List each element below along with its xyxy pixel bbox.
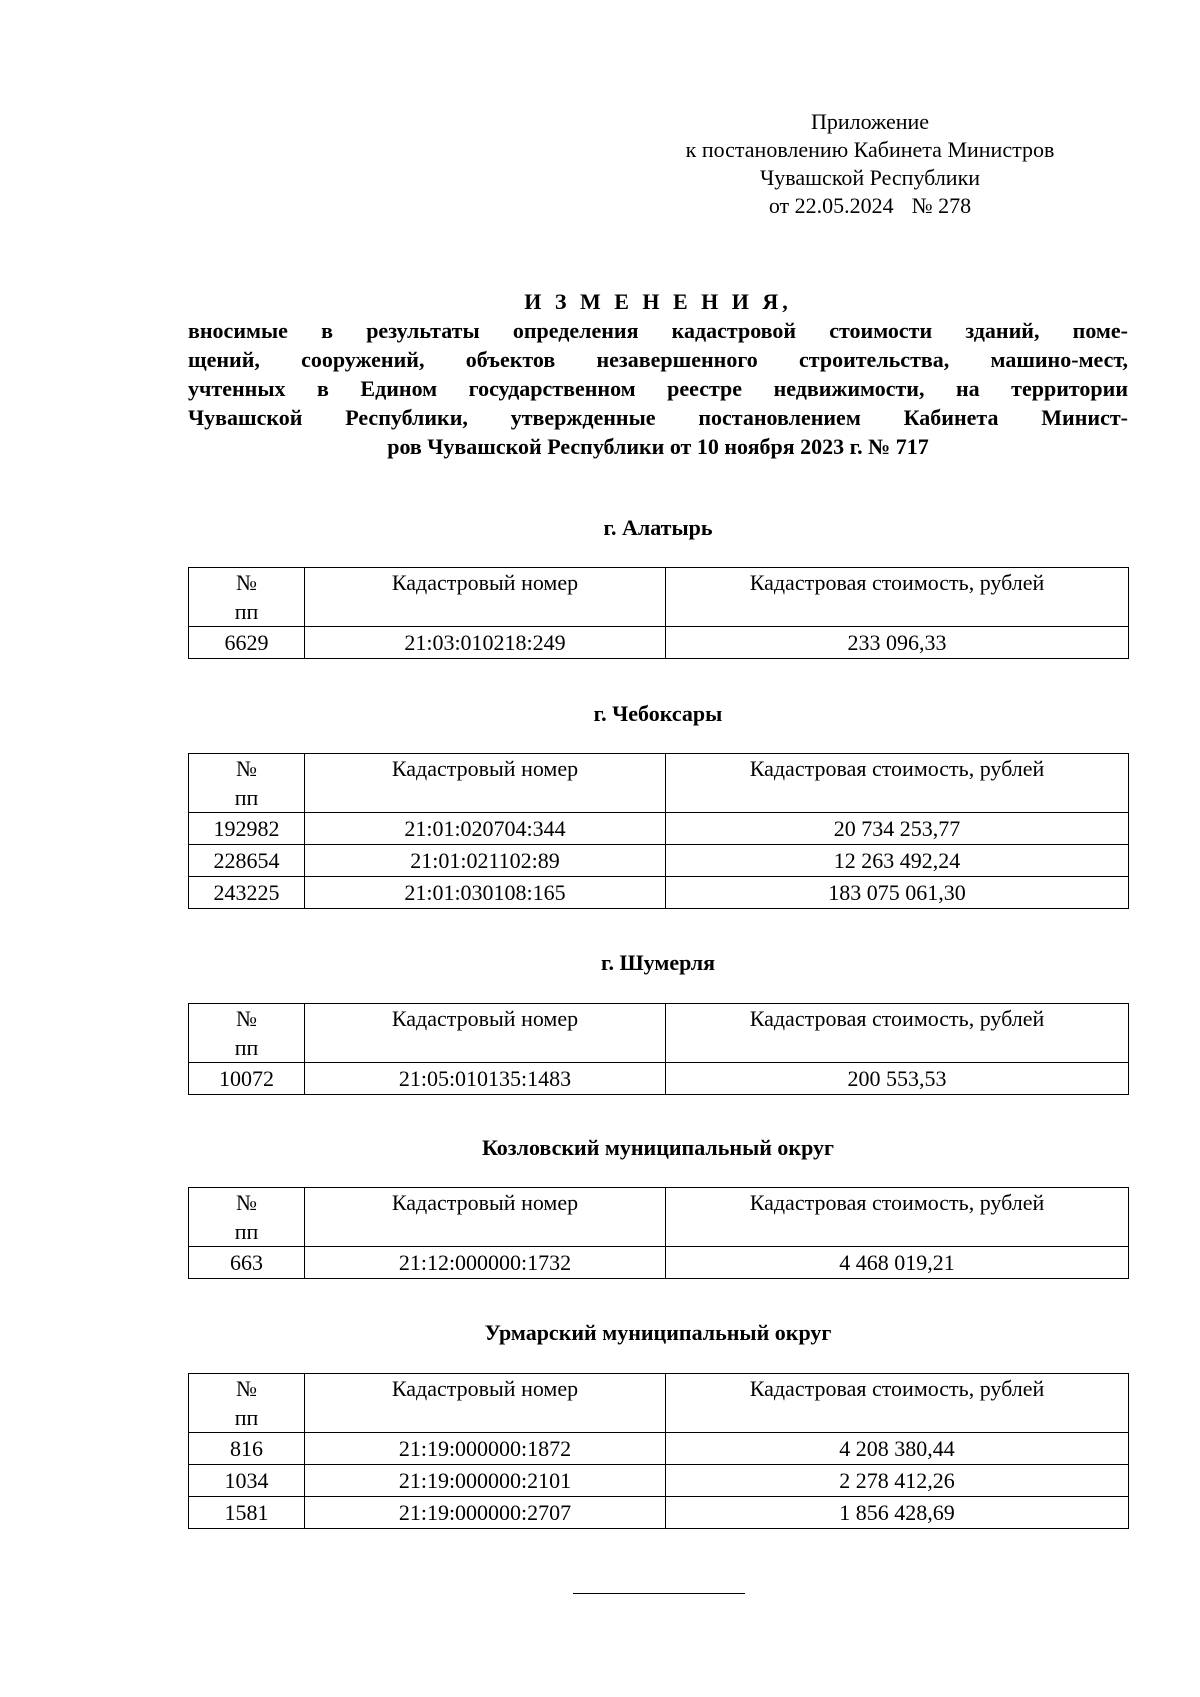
row-value: 233 096,33 — [666, 627, 1129, 659]
row-num: 663 — [189, 1247, 305, 1279]
title-line: ров Чувашской Республики от 10 ноября 2023 г. № 717 — [387, 434, 929, 459]
closing-rule-divider — [573, 1593, 745, 1594]
table-row — [189, 845, 1129, 877]
table-header-row — [189, 1374, 1129, 1433]
cadastral-table — [188, 753, 1129, 909]
row-value: 2 278 412,26 — [666, 1465, 1129, 1497]
row-value: 183 075 061,30 — [666, 877, 1129, 909]
table-row — [189, 1063, 1129, 1095]
row-num: 1034 — [189, 1465, 305, 1497]
row-value: 12 263 492,24 — [666, 845, 1129, 877]
header-num: № пп — [189, 1004, 305, 1063]
table-header-row — [189, 1188, 1129, 1247]
appendix-block — [600, 108, 1140, 220]
table-row — [189, 1433, 1129, 1465]
row-num: 10072 — [189, 1063, 305, 1095]
header-num: № пп — [189, 1374, 305, 1433]
table-header-row — [189, 1004, 1129, 1063]
row-num: 816 — [189, 1433, 305, 1465]
header-num: № пп — [189, 568, 305, 627]
row-cadastral: 21:12:000000:1732 — [305, 1247, 666, 1279]
appendix-number: № 278 — [911, 193, 972, 218]
row-value: 4 208 380,44 — [666, 1433, 1129, 1465]
table-header-row — [189, 568, 1129, 627]
table-row — [189, 877, 1129, 909]
row-num: 228654 — [189, 845, 305, 877]
appendix-resolution-ref: к постановлению Кабинета Министров — [685, 137, 1055, 162]
cadastral-table — [188, 567, 1129, 659]
row-num: 192982 — [189, 813, 305, 845]
row-cadastral: 21:01:020704:344 — [305, 813, 666, 845]
row-value: 1 856 428,69 — [666, 1497, 1129, 1529]
header-cadastral: Кадастровый номер — [305, 568, 666, 627]
title-line: учтенных в Едином государственном реестре недвижимости, на территории — [188, 376, 1128, 401]
title-heading: И З М Е Н Е Н И Я, — [524, 289, 792, 314]
row-cadastral: 21:01:021102:89 — [305, 845, 666, 877]
header-value: Кадастровая стоимость, рублей — [666, 1374, 1129, 1433]
table-row — [189, 627, 1129, 659]
header-cadastral: Кадастровый номер — [305, 754, 666, 813]
row-num: 6629 — [189, 627, 305, 659]
header-num: № пп — [189, 1188, 305, 1247]
document-title — [188, 288, 1128, 461]
table-row — [189, 1247, 1129, 1279]
section-title: г. Алатырь — [603, 515, 713, 540]
row-num: 1581 — [189, 1497, 305, 1529]
cadastral-table — [188, 1187, 1129, 1279]
appendix-date: от 22.05.2024 — [768, 193, 894, 218]
header-cadastral: Кадастровый номер — [305, 1004, 666, 1063]
section-title: Урмарский муниципальный округ — [484, 1320, 832, 1345]
appendix-label: Приложение — [810, 109, 930, 134]
row-cadastral: 21:01:030108:165 — [305, 877, 666, 909]
header-cadastral: Кадастровый номер — [305, 1188, 666, 1247]
header-value: Кадастровая стоимость, рублей — [666, 754, 1129, 813]
title-line: Чувашской Республики, утвержденные постановлением Кабинета Минист- — [188, 405, 1128, 430]
row-cadastral: 21:03:010218:249 — [305, 627, 666, 659]
table-row — [189, 1465, 1129, 1497]
section-title: г. Чебоксары — [593, 701, 723, 726]
title-line: щений, сооружений, объектов незавершенного строительства, машино-мест, — [188, 347, 1128, 372]
header-value: Кадастровая стоимость, рублей — [666, 1004, 1129, 1063]
section-title: Козловский муниципальный округ — [481, 1135, 835, 1160]
row-cadastral: 21:19:000000:1872 — [305, 1433, 666, 1465]
row-value: 4 468 019,21 — [666, 1247, 1129, 1279]
row-value: 200 553,53 — [666, 1063, 1129, 1095]
table-header-row — [189, 754, 1129, 813]
table-row — [189, 813, 1129, 845]
appendix-republic: Чувашской Республики — [759, 165, 981, 190]
row-value: 20 734 253,77 — [666, 813, 1129, 845]
header-value: Кадастровая стоимость, рублей — [666, 1188, 1129, 1247]
title-line: вносимые в результаты определения кадастровой стоимости зданий, поме- — [188, 318, 1128, 343]
section-title: г. Шумерля — [600, 950, 716, 975]
cadastral-table — [188, 1373, 1129, 1529]
appendix-date-line — [600, 192, 1140, 220]
row-cadastral: 21:19:000000:2707 — [305, 1497, 666, 1529]
header-num: № пп — [189, 754, 305, 813]
table-row — [189, 1497, 1129, 1529]
row-cadastral: 21:05:010135:1483 — [305, 1063, 666, 1095]
header-value: Кадастровая стоимость, рублей — [666, 568, 1129, 627]
row-cadastral: 21:19:000000:2101 — [305, 1465, 666, 1497]
header-cadastral: Кадастровый номер — [305, 1374, 666, 1433]
row-num: 243225 — [189, 877, 305, 909]
cadastral-table — [188, 1003, 1129, 1095]
